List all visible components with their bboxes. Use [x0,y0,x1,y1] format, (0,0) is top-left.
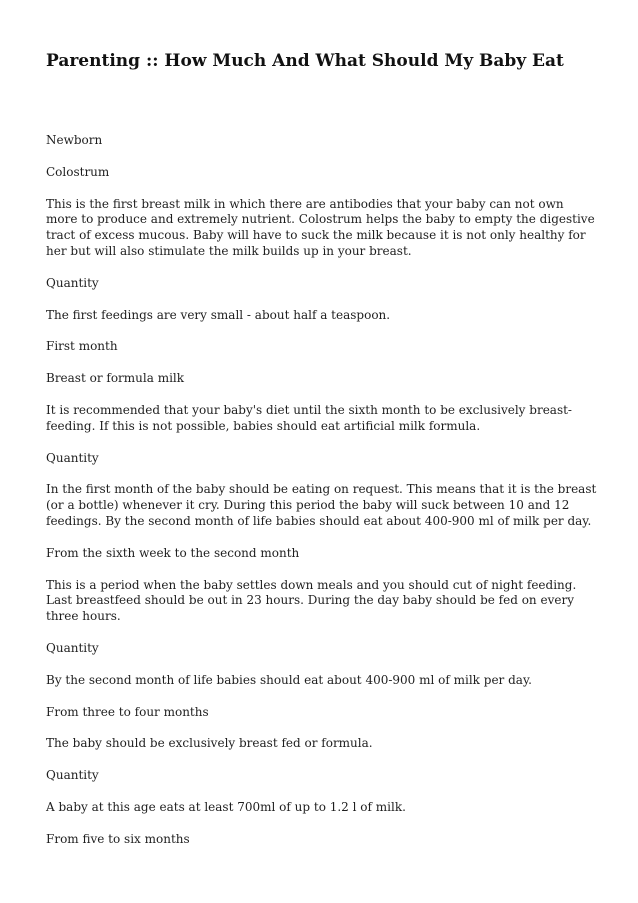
paragraph-quantity: Quantity [46,768,99,783]
paragraph-baby-eats: A baby at this age eats at least 700ml of up to 1.2 l of milk. [46,799,406,814]
paragraph-newborn: Newborn [46,133,103,147]
document-body [46,133,598,864]
paragraph-quantity: Quantity [46,640,99,655]
paragraph-colostrum-description: This is the first breast milk in which there are antibodies that your baby can not own more to produce and extremely nutrient. Colostrum helps the baby to empty the digestive tract of excess mucous. Baby will have to suck the milk because it is not only healthy for her but will also stimulate the milk builds up in your breast. [46,196,595,258]
paragraph-quantity: Quantity [46,450,99,465]
paragraph-quantity: Quantity [46,275,99,290]
paragraph-second-month-quantity: By the second month of life babies should eat about 400-900 ml of milk per day. [46,672,532,687]
paragraph-settles-meals: This is a period when the baby settles down meals and you should cut of night feeding. Last breastfeed should be out in 23 hours. During the day baby should be fed on every three hours. [46,577,577,624]
paragraph-sixth-week: From the sixth week to the second month [46,545,300,560]
paragraph-recommendation: It is recommended that your baby's diet until the sixth month to be exclusively breast-feeding. If this is not possible, babies should eat artificial milk formula. [46,402,572,433]
paragraph-exclusively-fed: The baby should be exclusively breast fed or formula. [46,736,373,751]
paragraph-five-to-six-months: From five to six months [46,831,190,846]
paragraph-first-month: First month [46,339,118,354]
paragraph-first-month-feeding: In the first month of the baby should be eating on request. This means that it is the breast (or a bottle) whenever it cry. During this period the baby will suck between 10 and 12 feedings. By the second month of life babies should eat about 400-900 ml of milk per day. [46,482,597,528]
paragraph-first-feedings: The first feedings are very small - about half a teaspoon. [46,307,391,322]
paragraph-three-to-four-months: From three to four months [46,704,209,719]
paragraph-colostrum: Colostrum [46,164,110,179]
paragraph-breast-or-formula: Breast or formula milk [46,371,185,386]
document-title: Parenting :: How Much And What Should My Baby Eat [46,51,564,71]
